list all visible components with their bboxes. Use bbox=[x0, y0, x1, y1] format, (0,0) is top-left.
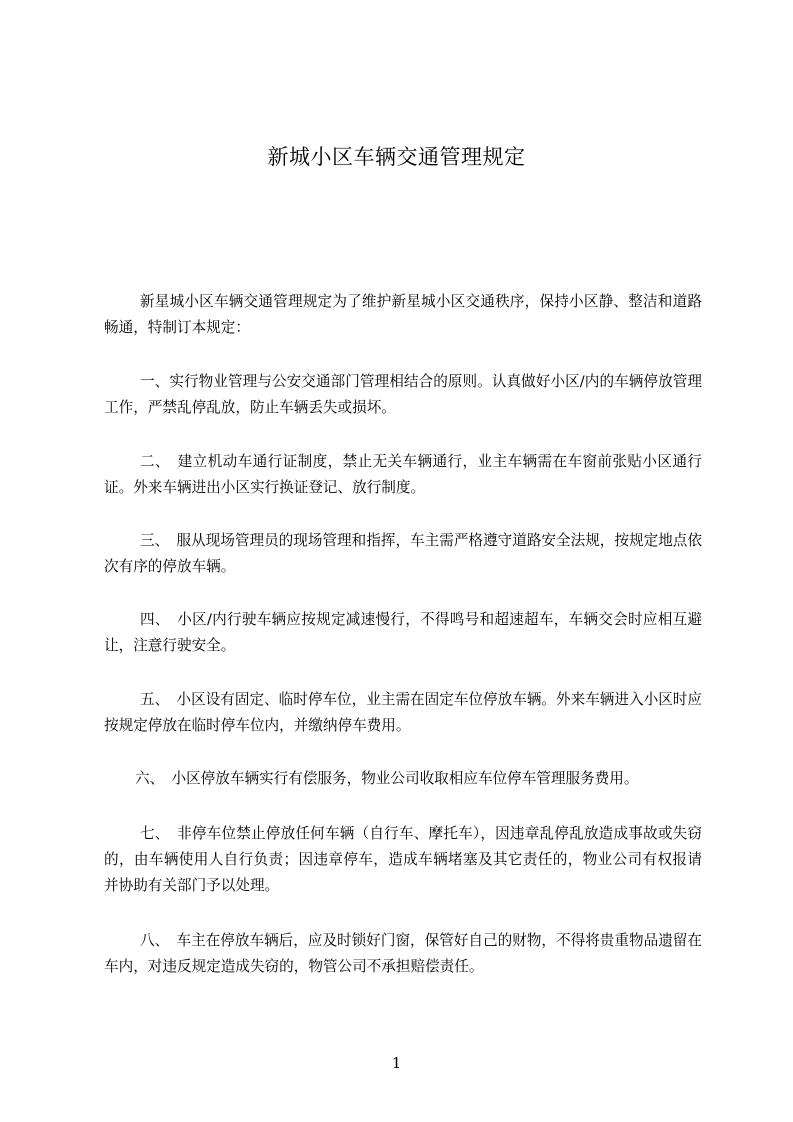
rule-paragraph-8: 八、 车主在停放车辆后，应及时锁好门窗，保管好自己的财物，不得将贵重物品遗留在车内，对违反规定造成失窃的，物管公司不承担赔偿责任。 bbox=[104, 932, 702, 975]
rule-paragraph-7: 七、 非停车位禁止停放任何车辆（自行车、摩托车），因违章乱停乱放造成事故或失窃的，由车辆使用人自行负责；因违章停车，造成车辆堵塞及其它责任的，物业公司有权报请并协助有关部门予以处理。 bbox=[104, 825, 702, 894]
intro-paragraph: 新星城小区车辆交通管理规定为了维护新星城小区交通秩序，保持小区静、整洁和道路畅通，特制订本规定： bbox=[104, 293, 702, 336]
page-number: 1 bbox=[391, 1054, 402, 1072]
rule-paragraph-4: 四、 小区/内行驶车辆应按规定减速慢行，不得鸣号和超速超车，车辆交会时应相互避让，注意行驶安全。 bbox=[104, 611, 702, 654]
rule-paragraph-3: 三、 服从现场管理员的现场管理和指挥，车主需严格遵守道路安全法规，按规定地点依次有序的停放车辆。 bbox=[104, 532, 702, 575]
rule-paragraph-1: 一、实行物业管理与公安交通部门管理相结合的原则。认真做好小区/内的车辆停放管理工作，严禁乱停乱放，防止车辆丢失或损坏。 bbox=[104, 373, 702, 416]
rule-paragraph-2: 二、 建立机动车通行证制度，禁止无关车辆通行，业主车辆需在车窗前张贴小区通行证。外来车辆进出小区实行换证登记、放行制度。 bbox=[104, 453, 702, 496]
rule-paragraph-5: 五、 小区设有固定、临时停车位，业主需在固定车位停放车辆。外来车辆进入小区时应按规定停放在临时停车位内，并缴纳停车费用。 bbox=[104, 691, 702, 734]
document-title: 新城小区车辆交通管理规定 bbox=[267, 145, 526, 169]
rule-paragraph-6: 六、 小区停放车辆实行有偿服务，物业公司收取相应车位停车管理服务费用。 bbox=[135, 770, 639, 787]
